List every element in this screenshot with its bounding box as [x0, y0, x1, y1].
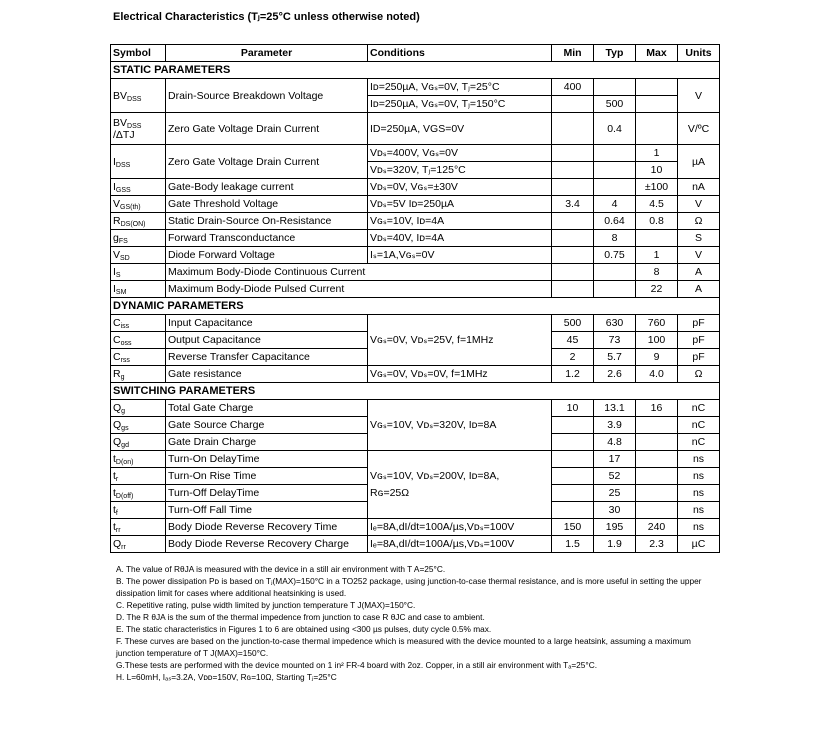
table-row [111, 536, 720, 553]
footnote: E. The static characteristics in Figures 1 to 6 are obtained using <300 µs pulses, duty cycle 0.5% max. [116, 624, 492, 634]
conditions-cell: Iᴅ=250µA, Vɢₛ=0V, Tⱼ=150°C [368, 96, 552, 113]
max-cell [636, 79, 678, 96]
conditions-cell: Vɢₛ=10V, Vᴅₛ=320V, Iᴅ=8A [368, 400, 552, 451]
footnote: G.These tests are performed with the device mounted on 1 in² FR-4 board with 2oz. Copper, in a still air environment with Tₐ=25°C. [116, 660, 598, 670]
header-cell: Conditions [368, 45, 552, 62]
unit-cell: ns [678, 451, 720, 468]
min-cell: 3.4 [552, 196, 594, 213]
max-cell: 22 [636, 281, 678, 298]
symbol-cell: $g_{FS}$ [111, 230, 166, 247]
min-cell [552, 434, 594, 451]
max-cell: 0.8 [636, 213, 678, 230]
typ-cell: 0.4 [594, 113, 636, 145]
table-row [111, 79, 720, 96]
min-cell: 400 [552, 79, 594, 96]
table-row [111, 230, 720, 247]
parameter-cell: Zero Gate Voltage Drain Current [166, 113, 368, 145]
page-title: Electrical Characteristics (Tⱼ=25°C unless otherwise noted) [113, 11, 420, 23]
unit-cell: nA [678, 179, 720, 196]
max-cell: 9 [636, 349, 678, 366]
header-cell: Symbol [111, 45, 166, 62]
parameter-cell: Gate resistance [166, 366, 368, 383]
unit-cell: nC [678, 417, 720, 434]
typ-cell: 4 [594, 196, 636, 213]
typ-cell: 2.6 [594, 366, 636, 383]
table-row [111, 519, 720, 536]
typ-cell: 8 [594, 230, 636, 247]
conditions-cell: Vɢₛ=0V, Vᴅₛ=25V, f=1MHz [368, 315, 552, 366]
symbol-cell: $C_{oss}$ [111, 332, 166, 349]
typ-cell: 630 [594, 315, 636, 332]
table-row [111, 247, 720, 264]
parameter-cell: Gate Drain Charge [166, 434, 368, 451]
max-cell: 240 [636, 519, 678, 536]
max-cell: 8 [636, 264, 678, 281]
unit-cell: Ω [678, 366, 720, 383]
table-row [111, 145, 720, 162]
typ-cell: 0.75 [594, 247, 636, 264]
max-cell [636, 230, 678, 247]
min-cell [552, 281, 594, 298]
unit-cell: V [678, 196, 720, 213]
unit-cell: V [678, 247, 720, 264]
parameter-cell: Drain-Source Breakdown Voltage [166, 79, 368, 113]
section-heading: DYNAMIC PARAMETERS [111, 298, 720, 315]
min-cell [552, 417, 594, 434]
typ-cell [594, 145, 636, 162]
symbol-cell: $t_r$ [111, 468, 166, 485]
min-cell [552, 179, 594, 196]
symbol-cell: $I_{DSS}$ [111, 145, 166, 179]
unit-cell: ns [678, 485, 720, 502]
header-cell: Max [636, 45, 678, 62]
table-row [111, 451, 720, 468]
parameter-cell: Static Drain-Source On-Resistance [166, 213, 368, 230]
symbol-cell: $I_S$ [111, 264, 166, 281]
typ-cell: 5.7 [594, 349, 636, 366]
table-row [111, 196, 720, 213]
symbol-cell: $R_g$ [111, 366, 166, 383]
typ-cell: 1.9 [594, 536, 636, 553]
typ-cell: 3.9 [594, 417, 636, 434]
conditions-cell: Vɢₛ=0V, Vᴅₛ=0V, f=1MHz [368, 366, 552, 383]
symbol-cell: $V_{SD}$ [111, 247, 166, 264]
parameter-cell: Gate Threshold Voltage [166, 196, 368, 213]
max-cell: 100 [636, 332, 678, 349]
min-cell [552, 213, 594, 230]
min-cell [552, 145, 594, 162]
parameter-cell: Forward Transconductance [166, 230, 368, 247]
parameter-cell: Turn-On Rise Time [166, 468, 368, 485]
symbol-cell: $Q_{gs}$ [111, 417, 166, 434]
unit-cell: nC [678, 434, 720, 451]
conditions-cell: Vɢₛ=10V, Iᴅ=4A [368, 213, 552, 230]
symbol-cell: $C_{rss}$ [111, 349, 166, 366]
symbol-cell: $C_{iss}$ [111, 315, 166, 332]
typ-cell: 195 [594, 519, 636, 536]
unit-cell: V/ºC [678, 113, 720, 145]
max-cell: 1 [636, 145, 678, 162]
parameter-cell: Zero Gate Voltage Drain Current [166, 145, 368, 179]
min-cell [552, 451, 594, 468]
conditions-cell: Iₑ=8A,dI/dt=100A/µs,Vᴅₛ=100V [368, 536, 552, 553]
electrical-characteristics-table [110, 44, 720, 553]
header-cell: Min [552, 45, 594, 62]
symbol-cell: $V_{GS(th)}$ [111, 196, 166, 213]
parameter-cell: Output Capacitance [166, 332, 368, 349]
unit-cell: pF [678, 315, 720, 332]
min-cell [552, 468, 594, 485]
conditions-cell: Vᴅₛ=320V, Tⱼ=125°C [368, 162, 552, 179]
typ-cell: 4.8 [594, 434, 636, 451]
typ-cell: 17 [594, 451, 636, 468]
footnote: A. The value of RθJA is measured with the device in a still air environment with T A=25°C. [116, 564, 446, 574]
max-cell: 4.5 [636, 196, 678, 213]
symbol-cell: $I_{GSS}$ [111, 179, 166, 196]
conditions-cell [368, 281, 552, 298]
symbol-cell: $t_f$ [111, 502, 166, 519]
footnote: D. The R θJA is the sum of the thermal impedence from junction to case R θJC and case to ambient. [116, 612, 485, 622]
section-heading-row [111, 298, 720, 315]
max-cell: ±100 [636, 179, 678, 196]
section-heading-row [111, 62, 720, 79]
typ-cell: 52 [594, 468, 636, 485]
min-cell [552, 230, 594, 247]
unit-cell: V [678, 79, 720, 113]
max-cell [636, 468, 678, 485]
symbol-cell: $Q_{gd}$ [111, 434, 166, 451]
min-cell [552, 113, 594, 145]
min-cell [552, 247, 594, 264]
header-cell: Typ [594, 45, 636, 62]
parameter-cell: Turn-On DelayTime [166, 451, 368, 468]
unit-cell: S [678, 230, 720, 247]
table-row [111, 315, 720, 332]
max-cell: 4.0 [636, 366, 678, 383]
footnote: H. L=60mH, Iₐₛ=3.2A, Vᴅᴅ=150V, Rɢ=10Ω, Starting Tⱼ=25°C [116, 672, 337, 682]
typ-cell [594, 179, 636, 196]
parameter-cell: Diode Forward Voltage [166, 247, 368, 264]
table-header-row [111, 45, 720, 62]
header-cell: Parameter [166, 45, 368, 62]
table-row [111, 400, 720, 417]
max-cell [636, 434, 678, 451]
max-cell [636, 451, 678, 468]
parameter-cell: Gate-Body leakage current [166, 179, 368, 196]
max-cell [636, 502, 678, 519]
symbol-cell: $I_{SM}$ [111, 281, 166, 298]
unit-cell: Ω [678, 213, 720, 230]
table-row [111, 179, 720, 196]
parameter-cell: Maximum Body-Diode Continuous Current [166, 264, 368, 281]
unit-cell: ns [678, 468, 720, 485]
parameter-cell: Total Gate Charge [166, 400, 368, 417]
section-heading-row [111, 383, 720, 400]
parameter-cell: Gate Source Charge [166, 417, 368, 434]
typ-cell: 73 [594, 332, 636, 349]
parameter-cell: Turn-Off Fall Time [166, 502, 368, 519]
symbol-cell: $Q_{rr}$ [111, 536, 166, 553]
table-row [111, 213, 720, 230]
table-row [111, 264, 720, 281]
parameter-cell: Reverse Transfer Capacitance [166, 349, 368, 366]
footnote: F. These curves are based on the junction-to-case thermal impedence which is measured with the device mounted to a large heatsink, assuming a maximum junction temperature of T J(MAX)=150°C. [116, 636, 691, 658]
footnote: C. Repetitive rating, pulse width limited by junction temperature T J(MAX)=150°C. [116, 600, 416, 610]
min-cell [552, 502, 594, 519]
conditions-cell: Vᴅₛ=400V, Vɢₛ=0V [368, 145, 552, 162]
unit-cell: A [678, 264, 720, 281]
parameter-cell: Input Capacitance [166, 315, 368, 332]
typ-cell [594, 264, 636, 281]
footnote: B. The power dissipation Pᴅ is based on Tⱼ(MAX)=150°C in a TO252 package, using junction-to-case thermal resistance, and is more useful in setting the upper dissipation limit for cases where additional heatsinking is used. [116, 576, 702, 598]
max-cell [636, 485, 678, 502]
section-heading: STATIC PARAMETERS [111, 62, 720, 79]
max-cell: 10 [636, 162, 678, 179]
conditions-cell: Vᴅₛ=5V Iᴅ=250µA [368, 196, 552, 213]
min-cell: 10 [552, 400, 594, 417]
table-row [111, 113, 720, 145]
table-row [111, 281, 720, 298]
parameter-cell: Turn-Off DelayTime [166, 485, 368, 502]
typ-cell [594, 79, 636, 96]
min-cell: 1.2 [552, 366, 594, 383]
max-cell: 16 [636, 400, 678, 417]
symbol-cell: $Q_g$ [111, 400, 166, 417]
min-cell [552, 96, 594, 113]
parameter-cell: Body Diode Reverse Recovery Charge [166, 536, 368, 553]
max-cell [636, 96, 678, 113]
typ-cell: 25 [594, 485, 636, 502]
conditions-cell: Iₑ=8A,dI/dt=100A/µs,Vᴅₛ=100V [368, 519, 552, 536]
max-cell [636, 113, 678, 145]
footnotes [116, 563, 716, 683]
min-cell [552, 162, 594, 179]
conditions-cell: Iₛ=1A,Vɢₛ=0V [368, 247, 552, 264]
min-cell [552, 264, 594, 281]
typ-cell: 13.1 [594, 400, 636, 417]
symbol-cell: $R_{DS(ON)}$ [111, 213, 166, 230]
conditions-cell: Iᴅ=250µA, Vɢₛ=0V, Tⱼ=25°C [368, 79, 552, 96]
conditions-cell: Vɢₛ=10V, Vᴅₛ=200V, Iᴅ=8A, Rɢ=25Ω [368, 451, 552, 519]
parameter-cell: Body Diode Reverse Recovery Time [166, 519, 368, 536]
unit-cell: ns [678, 519, 720, 536]
header-cell: Units [678, 45, 720, 62]
conditions-cell [368, 264, 552, 281]
max-cell: 2.3 [636, 536, 678, 553]
unit-cell: µA [678, 145, 720, 179]
parameter-cell: Maximum Body-Diode Pulsed Current [166, 281, 368, 298]
typ-cell [594, 281, 636, 298]
typ-cell: 500 [594, 96, 636, 113]
min-cell: 150 [552, 519, 594, 536]
conditions-cell: Vᴅₛ=0V, Vɢₛ=±30V [368, 179, 552, 196]
typ-cell: 30 [594, 502, 636, 519]
conditions-cell: Vᴅₛ=40V, Iᴅ=4A [368, 230, 552, 247]
unit-cell: ns [678, 502, 720, 519]
unit-cell: µC [678, 536, 720, 553]
max-cell: 1 [636, 247, 678, 264]
typ-cell: 0.64 [594, 213, 636, 230]
symbol-cell: $t_{D(on)}$ [111, 451, 166, 468]
typ-cell [594, 162, 636, 179]
unit-cell: pF [678, 332, 720, 349]
symbol-cell: $BV_{DSS}$ /ΔTJ [111, 113, 166, 145]
symbol-cell: $t_{D(off)}$ [111, 485, 166, 502]
conditions-cell: ID=250µA, VGS=0V [368, 113, 552, 145]
min-cell: 1.5 [552, 536, 594, 553]
unit-cell: A [678, 281, 720, 298]
max-cell: 760 [636, 315, 678, 332]
min-cell: 45 [552, 332, 594, 349]
min-cell [552, 485, 594, 502]
table-row [111, 366, 720, 383]
min-cell: 500 [552, 315, 594, 332]
min-cell: 2 [552, 349, 594, 366]
symbol-cell: $BV_{DSS}$ [111, 79, 166, 113]
section-heading: SWITCHING PARAMETERS [111, 383, 720, 400]
unit-cell: nC [678, 400, 720, 417]
unit-cell: pF [678, 349, 720, 366]
max-cell [636, 417, 678, 434]
symbol-cell: $t_{rr}$ [111, 519, 166, 536]
